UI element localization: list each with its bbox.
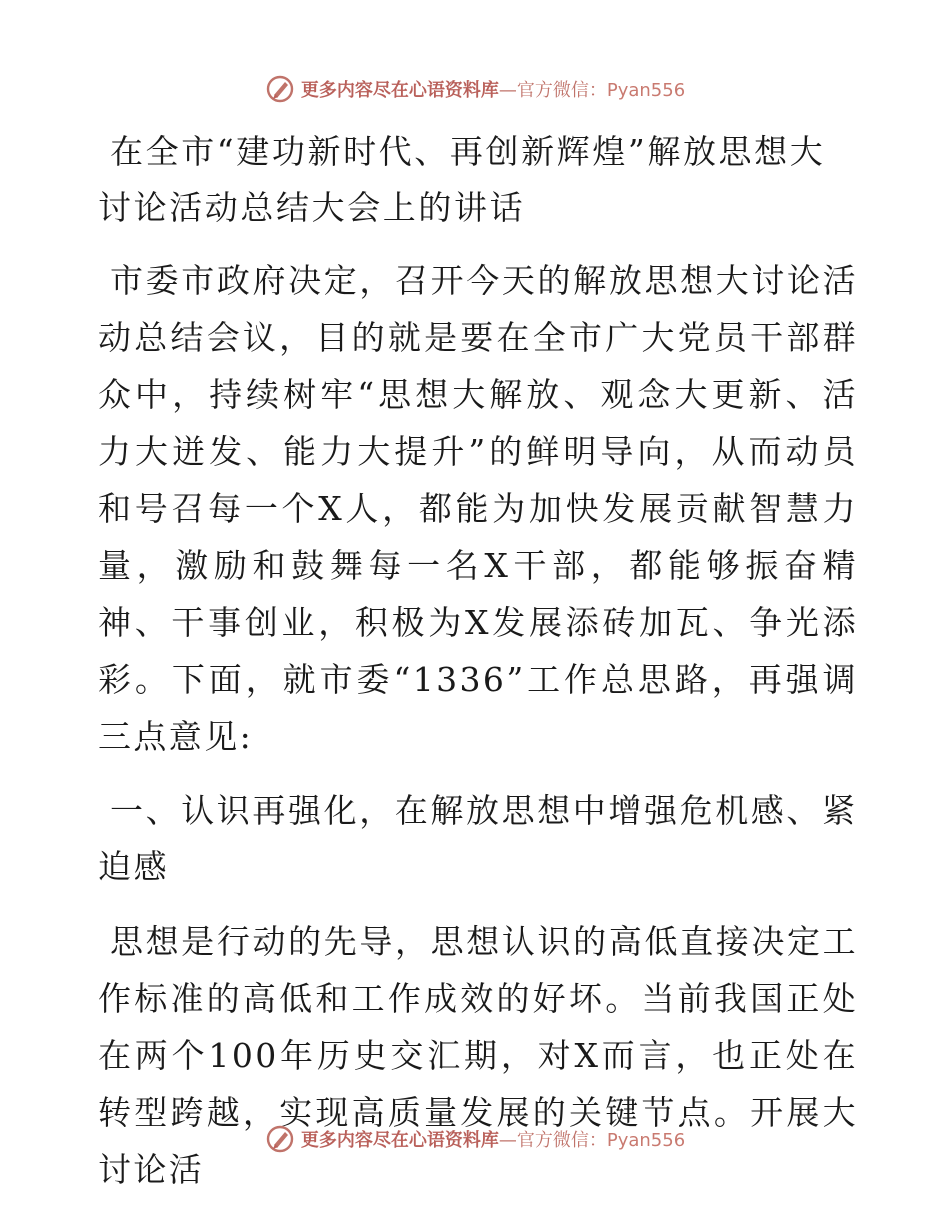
watermark-brand: 更多内容尽在心语资料库 [300,1130,499,1151]
watermark-text [301,1126,685,1152]
watermark-dash: — [498,1130,517,1151]
watermark-wechat-label: 官方微信： [516,80,607,101]
paragraph-2: 思想是行动的先导，思想认识的高低直接决定工作标准的高低和工作成效的好坏。当前我国正处在两个100年历史交汇期，对X而言，也正处在转型跨越，实现高质量发展的关键节点。开展大讨论活 [98,922,858,1189]
section-heading-1: 一、认识再强化，在解放思想中增强危机感、紧迫感 [98,791,858,886]
watermark-brand: 更多内容尽在心语资料库 [300,80,499,101]
watermark-wechat-id: Pyan556 [606,1130,686,1151]
watermark-footer [0,1122,950,1156]
document-title: 在全市“建功新时代、再创新辉煌”解放思想大讨论活动总结大会上的讲话 [98,132,826,227]
watermark-dash: — [498,80,517,101]
watermark-text [301,76,685,102]
pen-seal-icon [265,74,295,104]
paragraph-1: 市委市政府决定，召开今天的解放思想大讨论活动总结会议，目的就是要在全市广大党员干部群众中，持续树牢“思想大解放、观念大更新、活力大迸发、能力大提升”的鲜明导向，从而动员和号召每一个X人，都能为加快发展贡献智慧力量，激励和鼓舞每一名X干部，都能够振奋精神、干事创业，积极为X发展添砖加瓦、争光添彩。下面，就市委“1336”工作总思路，再强调三点意见: [98,261,858,756]
watermark-header [0,72,950,106]
document-body [98,118,858,1216]
watermark-wechat-id: Pyan556 [606,80,686,101]
pen-seal-icon [265,1124,295,1154]
watermark-wechat-label: 官方微信： [516,1130,607,1151]
